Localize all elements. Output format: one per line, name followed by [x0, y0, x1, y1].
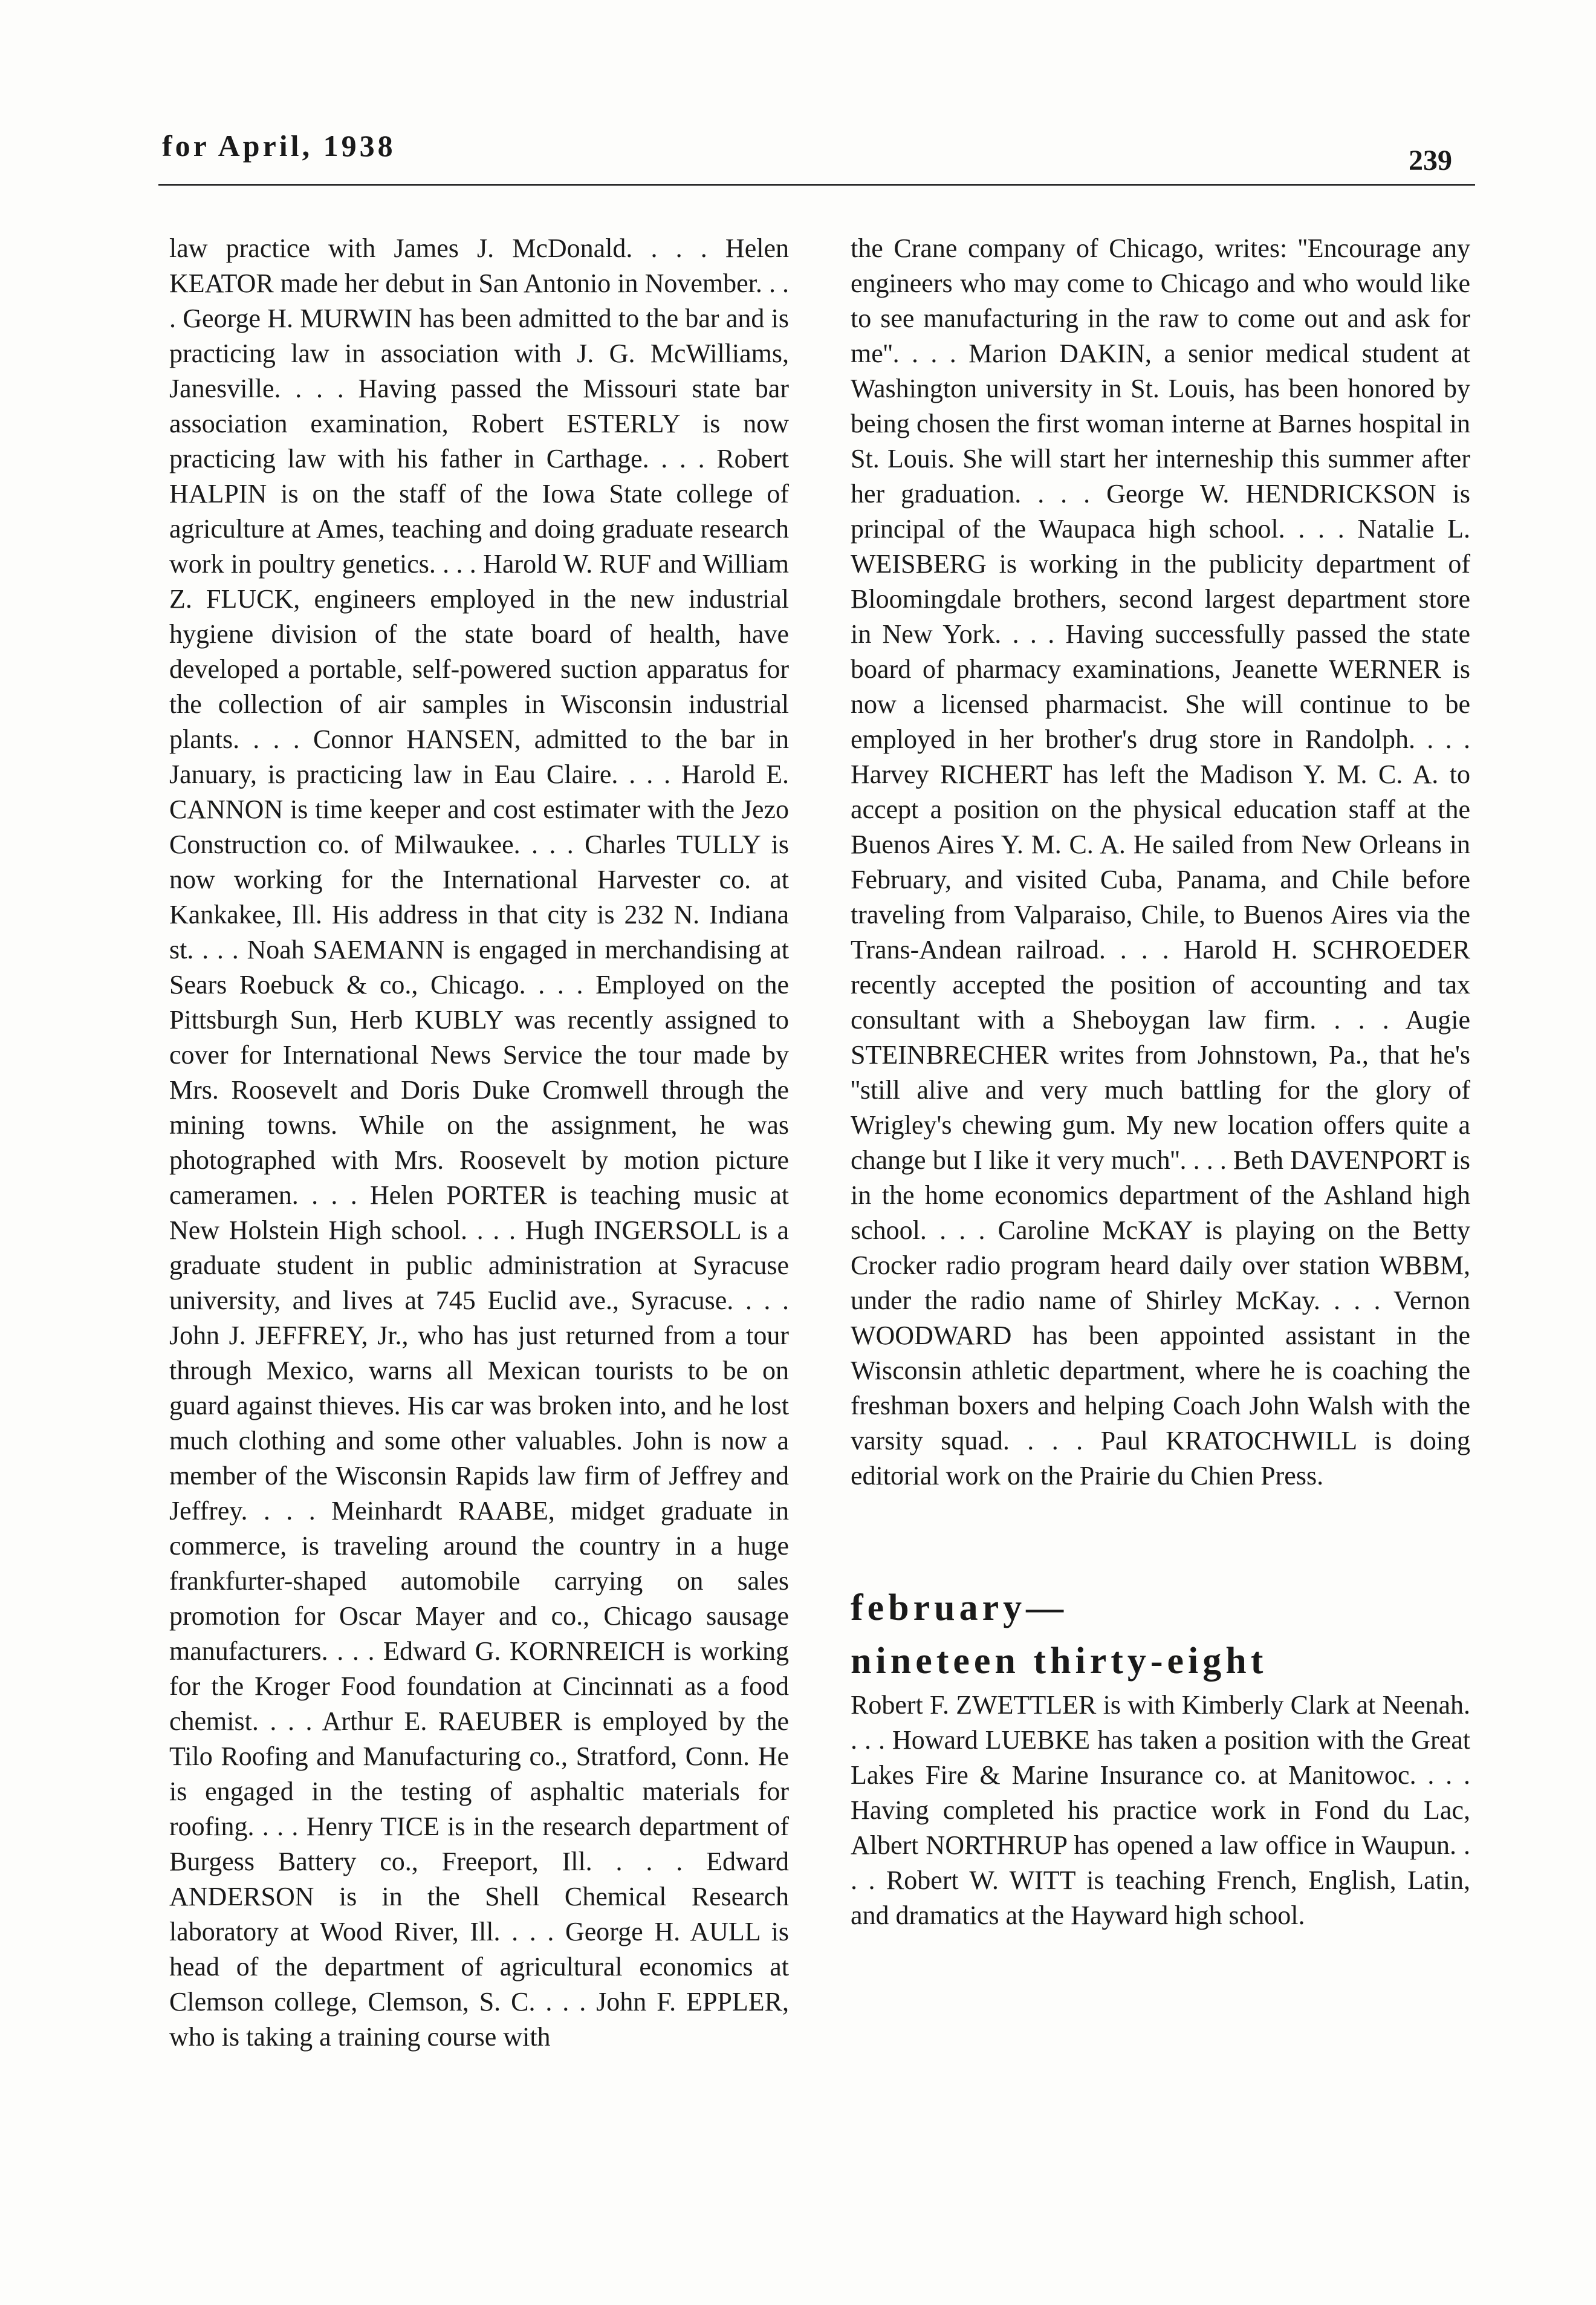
left-column: [169, 231, 789, 2055]
section-heading-line-2: nineteen thirty-eight: [851, 1640, 1268, 1682]
running-title: for April, 1938: [162, 129, 396, 163]
left-column-text: law practice with James J. McDonald. . . . Helen KEATOR made her debut in San Antonio in November. . . . George H. MURWIN has been admitted to the bar and is practicing law in association with J. G. McWilliams, Janesville. . . . Having passed the Missouri state bar association examination, Robert ESTERLY is now practicing law with his father in Carthage. . . . Robert HALPIN is on the staff of the Iowa State college of agriculture at Ames, teaching and doing graduate research work in poultry genetics. . . . Harold W. RUF and William Z. FLUCK, engineers employed in the new industrial hygiene division of the state board of health, have developed a portable, self-powered suction apparatus for the collection of air samples in Wisconsin industrial plants. . . . Connor HANSEN, admitted to the bar in January, is practicing law in Eau Claire. . . . Harold E. CANNON is time keeper and cost estimater with the Jezo Construction co. of Milwaukee. . . . Charles TULLY is now working for the International Harvester co. at Kankakee, Ill. His address in that city is 232 N. Indiana st. . . . Noah SAEMANN is engaged in merchandising at Sears Roebuck & co., Chicago. . . . Employed on the Pittsburgh Sun, Herb KUBLY was recently assigned to cover for International News Service the tour made by Mrs. Roosevelt and Doris Duke Cromwell through the mining towns. While on the assignment, he was photographed with Mrs. Roosevelt by motion picture cameramen. . . . Helen PORTER is teaching music at New Holstein High school. . . . Hugh INGERSOLL is a graduate student in public administration at Syracuse university, and lives at 745 Euclid ave., Syracuse. . . . John J. JEFFREY, Jr., who has just returned from a tour through Mexico, warns all Mexican tourists to be on guard against thieves. His car was broken into, and he lost much clothing and some other valuables. John is now a member of the Wisconsin Rapids law firm of Jeffrey and Jeffrey. . . . Meinhardt RAABE, midget graduate in commerce, is traveling around the country in a huge frankfurter-shaped automobile carrying on sales promotion for Oscar Mayer and co., Chicago sausage manufacturers. . . . Edward G. KORNREICH is working for the Kroger Food foundation at Cincinnati as a food chemist. . . . Arthur E. RAEUBER is employed by the Tilo Roofing and Manufacturing co., Stratford, Conn. He is engaged in the testing of asphaltic materials for roofing. . . . Henry TICE is in the research department of Burgess Battery co., Freeport, Ill. . . . Edward ANDERSON is in the Shell Chemical Research laboratory at Wood River, Ill. . . . George H. AULL is head of the department of agricultural economics at Clemson college, Clemson, S. C. . . . John F. EPPLER, who is taking a training course with: [169, 233, 789, 2052]
section-heading-line-1: february—: [851, 1587, 1068, 1628]
header-rule: [158, 184, 1475, 186]
section-text: Robert F. ZWETTLER is with Kimberly Clark at Neenah. . . . Howard LUEBKE has taken a position with the Great Lakes Fire & Marine Insurance co. at Manitowoc. . . . Having completed his practice work in Fond du Lac, Albert NORTHRUP has opened a law office in Waupun. . . . Robert W. WITT is teaching French, English, Latin, and dramatics at the Hayward high school.: [851, 1690, 1470, 1930]
section-heading: [851, 1581, 1470, 1688]
page-number: 239: [1409, 145, 1452, 177]
right-column: [851, 231, 1470, 1933]
right-column-text: the Crane company of Chicago, writes: ''Encourage any engineers who may come to Chicago and who would like to see manufacturing in the raw to come out and ask for me''. . . . Marion DAKIN, a senior medical student at Washington university in St. Louis, has been honored by being chosen the first woman interne at Barnes hospital in St. Louis. She will start her interneship this summer after her graduation. . . . George W. HENDRICKSON is principal of the Waupaca high school. . . . Natalie L. WEISBERG is working in the publicity department of Bloomingdale brothers, second largest department store in New York. . . . Having successfully passed the state board of pharmacy examinations, Jeanette WERNER is now a licensed pharmacist. She will continue to be employed in her brother's drug store in Randolph. . . . Harvey RICHERT has left the Madison Y. M. C. A. to accept a position on the physical education staff at the Buenos Aires Y. M. C. A. He sailed from New Orleans in February, and visited Cuba, Panama, and Chile before traveling from Valparaiso, Chile, to Buenos Aires via the Trans-Andean railroad. . . . Harold H. SCHROEDER recently accepted the position of accounting and tax consultant with a Sheboygan law firm. . . . Augie STEINBRECHER writes from Johnstown, Pa., that he's ''still alive and very much battling for the glory of Wrigley's chewing gum. My new location offers quite a change but I like it very much''. . . . Beth DAVENPORT is in the home economics department of the Ashland high school. . . . Caroline McKAY is playing on the Betty Crocker radio program heard daily over station WBBM, under the radio name of Shirley McKay. . . . Vernon WOODWARD has been appointed assistant in the Wisconsin athletic department, where he is coaching the freshman boxers and helping Coach John Walsh with the varsity squad. . . . Paul KRATOCHWILL is doing editorial work on the Prairie du Chien Press.: [851, 233, 1470, 1491]
